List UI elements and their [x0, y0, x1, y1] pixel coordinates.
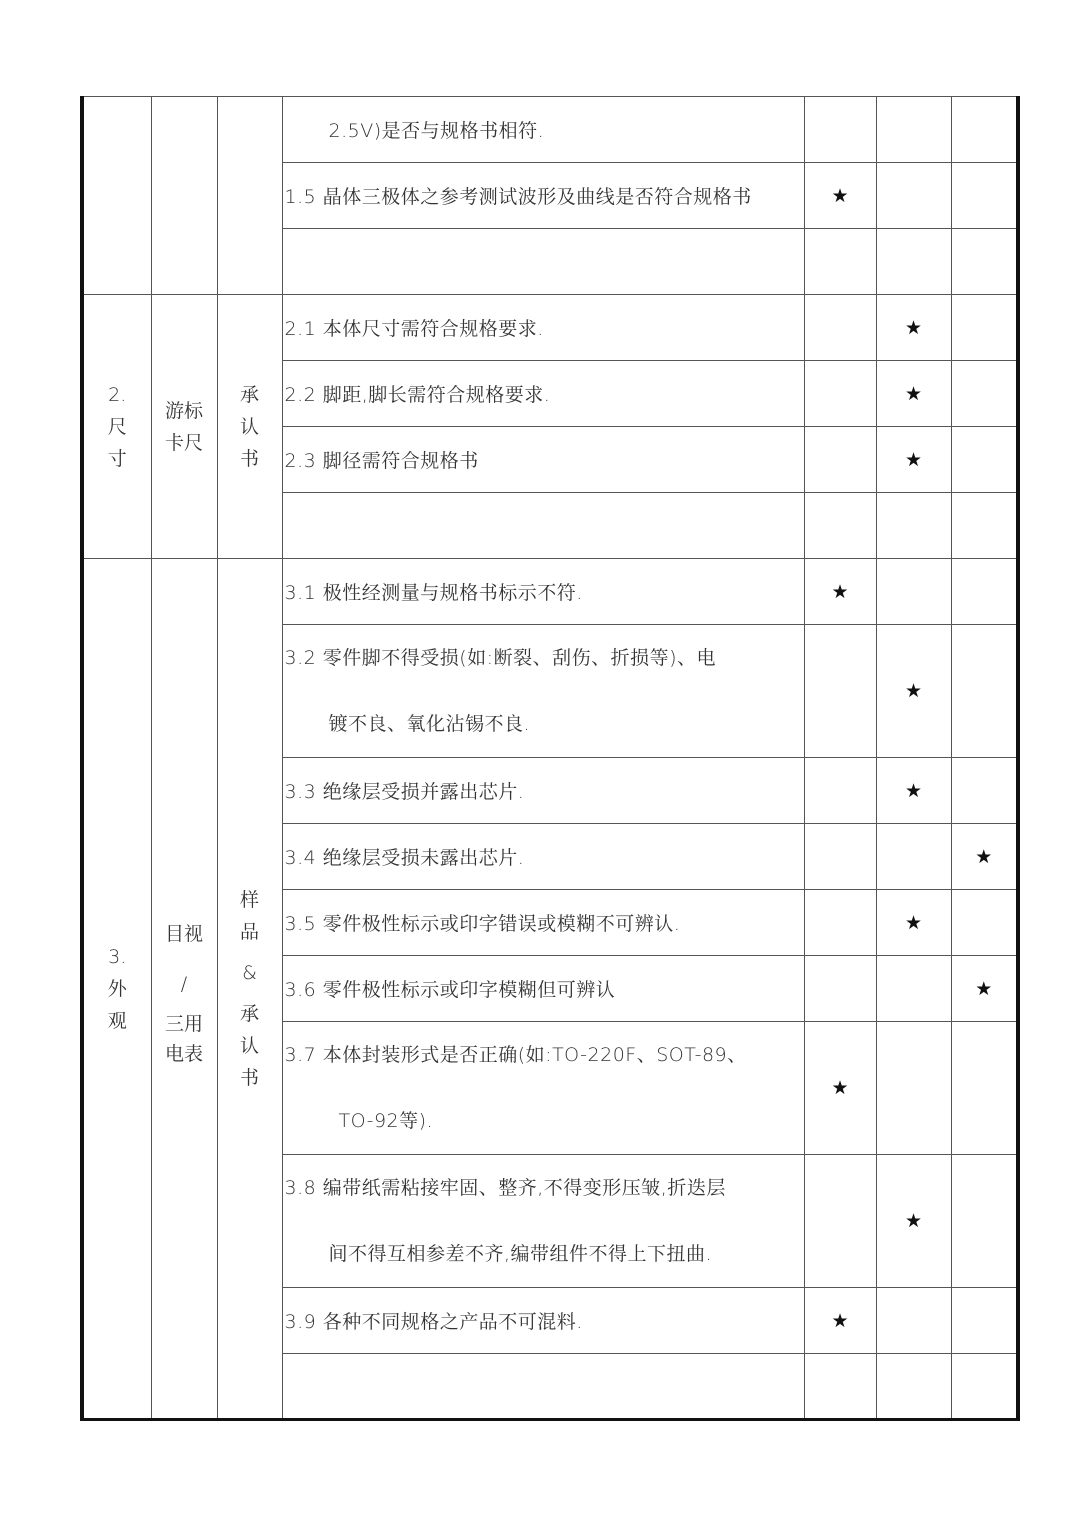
section-appearance-ref: 样 品 & 承 认 书 [217, 559, 282, 1420]
major-cell [876, 229, 951, 295]
inspection-item: 1.5 晶体三极体之参考测试波形及曲线是否符合规格书 [282, 163, 804, 229]
inspection-item: 3.4 绝缘层受损未露出芯片. [282, 824, 804, 890]
inspection-item-empty [282, 1354, 804, 1420]
minor-cell [951, 1288, 1018, 1354]
inspection-item: 2.1 本体尺寸需符合规格要求. [282, 295, 804, 361]
major-star: ★ [876, 295, 951, 361]
critical-cell [804, 493, 876, 559]
minor-cell [951, 1022, 1018, 1155]
inspection-table [80, 96, 1020, 1421]
section-dimension-tool: 游标 卡尺 [151, 295, 217, 559]
critical-cell [804, 361, 876, 427]
minor-cell [951, 625, 1018, 758]
critical-cell [804, 956, 876, 1022]
inspection-item: 3.3 绝缘层受损并露出芯片. [282, 758, 804, 824]
table-row [82, 97, 1018, 163]
critical-cell [804, 824, 876, 890]
section-appearance-label: 3. 外 观 [82, 559, 151, 1420]
section-1-ref-cell [217, 97, 282, 295]
minor-cell [951, 1155, 1018, 1288]
section-1-label-cell [82, 97, 151, 295]
minor-cell [951, 758, 1018, 824]
inspection-item: 3.8 编带纸需粘接牢固、整齐,不得变形压皱,折迭层 间不得互相参差不齐,编带组件不得上下扭曲. [282, 1155, 804, 1288]
critical-cell [804, 1155, 876, 1288]
critical-star: ★ [804, 1288, 876, 1354]
critical-cell [804, 758, 876, 824]
major-cell [876, 97, 951, 163]
minor-cell [951, 295, 1018, 361]
major-star: ★ [876, 427, 951, 493]
major-cell [876, 163, 951, 229]
major-cell [876, 1022, 951, 1155]
minor-cell [951, 493, 1018, 559]
major-cell [876, 956, 951, 1022]
major-star: ★ [876, 361, 951, 427]
major-cell [876, 824, 951, 890]
critical-cell [804, 295, 876, 361]
major-star: ★ [876, 890, 951, 956]
inspection-item: 3.9 各种不同规格之产品不可混料. [282, 1288, 804, 1354]
major-star: ★ [876, 625, 951, 758]
minor-cell [951, 97, 1018, 163]
inspection-item: 2.3 脚径需符合规格书 [282, 427, 804, 493]
inspection-item: 3.6 零件极性标示或印字模糊但可辨认 [282, 956, 804, 1022]
minor-cell [951, 361, 1018, 427]
inspection-item-empty [282, 229, 804, 295]
minor-cell [951, 559, 1018, 625]
section-dimension-ref: 承 认 书 [217, 295, 282, 559]
major-cell [876, 1288, 951, 1354]
inspection-item: 3.5 零件极性标示或印字错误或模糊不可辨认. [282, 890, 804, 956]
section-dimension-label: 2. 尺 寸 [82, 295, 151, 559]
minor-star: ★ [951, 824, 1018, 890]
inspection-item-empty [282, 493, 804, 559]
inspection-item: 3.1 极性经测量与规格书标示不符. [282, 559, 804, 625]
critical-cell [804, 1354, 876, 1420]
major-star: ★ [876, 758, 951, 824]
critical-cell [804, 229, 876, 295]
critical-cell [804, 890, 876, 956]
table-row [82, 559, 1018, 625]
major-star: ★ [876, 1155, 951, 1288]
minor-cell [951, 229, 1018, 295]
major-cell [876, 493, 951, 559]
table-row [82, 295, 1018, 361]
major-cell [876, 1354, 951, 1420]
critical-cell [804, 427, 876, 493]
inspection-item: 3.7 本体封装形式是否正确(如:TO-220F、SOT-89、 TO-92等). [282, 1022, 804, 1155]
minor-cell [951, 890, 1018, 956]
critical-cell [804, 625, 876, 758]
minor-cell [951, 163, 1018, 229]
critical-star: ★ [804, 163, 876, 229]
inspection-item: 2.5V)是否与规格书相符. [282, 97, 804, 163]
major-cell [876, 559, 951, 625]
minor-cell [951, 1354, 1018, 1420]
minor-star: ★ [951, 956, 1018, 1022]
critical-cell [804, 97, 876, 163]
inspection-item: 3.2 零件脚不得受损(如:断裂、刮伤、折损等)、电 镀不良、氧化沾锡不良. [282, 625, 804, 758]
critical-star: ★ [804, 559, 876, 625]
section-1-tool-cell [151, 97, 217, 295]
minor-cell [951, 427, 1018, 493]
section-appearance-tool: 目视 / 三用 电表 [151, 559, 217, 1420]
inspection-item: 2.2 脚距,脚长需符合规格要求. [282, 361, 804, 427]
critical-star: ★ [804, 1022, 876, 1155]
